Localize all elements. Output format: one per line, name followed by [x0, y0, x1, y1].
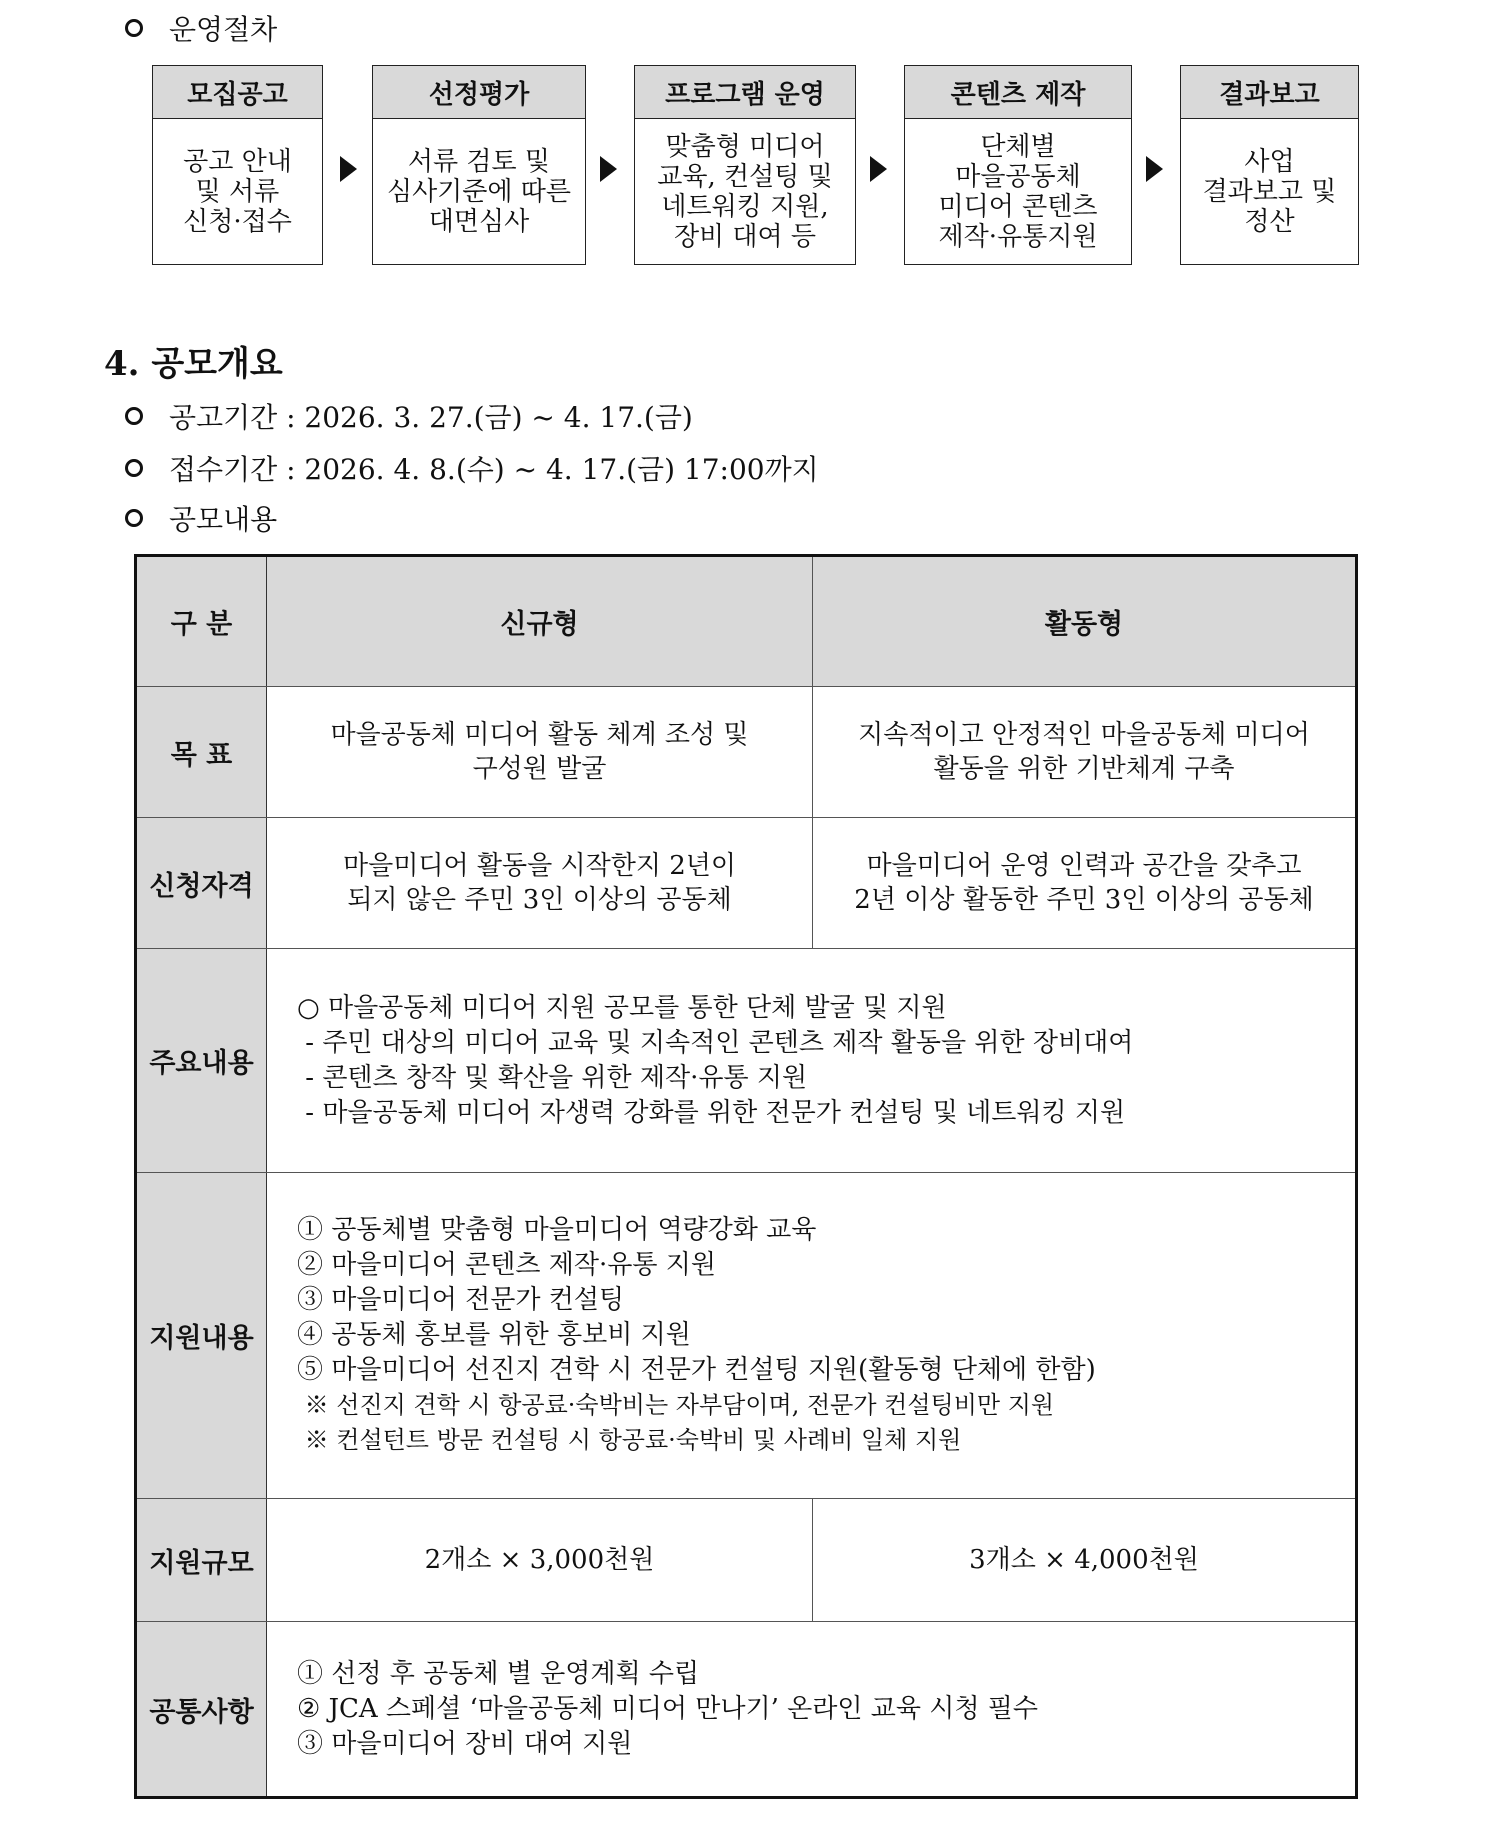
row-label: 공통사항 [136, 1622, 267, 1798]
circle-bullet-icon [125, 509, 143, 527]
table-row [136, 818, 1357, 949]
table-row [136, 556, 1357, 687]
process-step-title: 모집공고 [153, 66, 322, 119]
common-content-cell [267, 1622, 1357, 1798]
eligibility-new: 마을미디어 활동을 시작한지 2년이 되지 않은 주민 3인 이상의 공동체 [267, 818, 813, 949]
scale-active: 3개소 × 4,000천원 [813, 1499, 1357, 1622]
process-step-title: 선정평가 [373, 66, 585, 119]
process-bullet-label: 운영절차 [169, 13, 278, 46]
contest-content [125, 498, 277, 538]
main-content-cell [267, 949, 1357, 1173]
arrow-right-icon [340, 156, 357, 182]
circle-bullet-icon [125, 19, 143, 37]
announcement-period [125, 396, 693, 436]
table-row [136, 1499, 1357, 1622]
goal-new: 마을공동체 미디어 활동 체계 조성 및 구성원 발굴 [267, 687, 813, 818]
list-item: - 콘텐츠 창작 및 확산을 위한 제작·유통 지원 [297, 1062, 808, 1093]
process-step-content [904, 65, 1132, 265]
note-item: ※ 선진지 견학 시 항공료·숙박비는 자부담이며, 전문가 컨설팅비만 지원 [297, 1391, 1055, 1419]
list-item: - 주민 대상의 미디어 교육 및 지속적인 콘텐츠 제작 활동을 위한 장비대여 [297, 1027, 1134, 1058]
list-item: ② JCA 스페셜 ‘마을공동체 미디어 만나기’ 온라인 교육 시청 필수 [297, 1693, 1038, 1724]
section-heading: 4. 공모개요 [104, 344, 283, 384]
list-item: ④ 공동체 홍보를 위한 홍보비 지원 [297, 1320, 691, 1350]
eligibility-active: 마을미디어 운영 인력과 공간을 갖추고 2년 이상 활동한 주민 3인 이상의 공동체 [813, 818, 1357, 949]
list-item: ② 마을미디어 콘텐츠 제작·유통 지원 [297, 1250, 716, 1280]
process-step-body: 맞춤형 미디어 교육, 컨설팅 및 네트워킹 지원, 장비 대여 등 [657, 132, 833, 252]
list-item: ○ 마을공동체 미디어 지원 공모를 통한 단체 발굴 및 지원 [297, 992, 947, 1023]
table-row [136, 949, 1357, 1173]
circle-bullet-icon [125, 459, 143, 477]
list-item: ③ 마을미디어 장비 대여 지원 [297, 1728, 633, 1759]
row-label: 구 분 [136, 556, 267, 687]
process-bullet [125, 8, 277, 48]
column-header-active: 활동형 [813, 556, 1357, 687]
goal-active: 지속적이고 안정적인 마을공동체 미디어 활동을 위한 기반체계 구축 [813, 687, 1357, 818]
scale-new: 2개소 × 3,000천원 [267, 1499, 813, 1622]
list-item: - 마을공동체 미디어 자생력 강화를 위한 전문가 컨설팅 및 네트워킹 지원 [297, 1097, 1126, 1128]
row-label: 지원규모 [136, 1499, 267, 1622]
arrow-right-icon [870, 156, 887, 182]
contest-content-text: 공모내용 [169, 503, 278, 536]
list-item: ③ 마을미디어 전문가 컨설팅 [297, 1285, 625, 1315]
process-step-report [1180, 65, 1359, 265]
table-row [136, 1622, 1357, 1798]
row-label: 주요내용 [136, 949, 267, 1173]
process-step-recruit [152, 65, 323, 265]
application-period [125, 448, 819, 488]
process-step-body: 사업 결과보고 및 정산 [1202, 147, 1337, 237]
arrow-right-icon [600, 156, 617, 182]
contest-table [134, 554, 1358, 1799]
column-header-new: 신규형 [267, 556, 813, 687]
row-label: 목 표 [136, 687, 267, 818]
process-step-body: 공고 안내 및 서류 신청·접수 [183, 147, 292, 237]
list-item: ① 선정 후 공동체 별 운영계획 수립 [297, 1658, 700, 1689]
circle-bullet-icon [125, 407, 143, 425]
process-step-body: 서류 검토 및 심사기준에 따른 대면심사 [386, 147, 572, 237]
process-step-body: 단체별 마을공동체 미디어 콘텐츠 제작·유통지원 [938, 132, 1098, 252]
process-step-title: 콘텐츠 제작 [905, 66, 1131, 119]
application-period-text: 접수기간 : 2026. 4. 8.(수) ~ 4. 17.(금) 17:00까지 [169, 453, 819, 486]
process-step-title: 결과보고 [1181, 66, 1358, 119]
row-label: 신청자격 [136, 818, 267, 949]
list-item: ⑤ 마을미디어 선진지 견학 시 전문가 컨설팅 지원(활동형 단체에 한함) [297, 1355, 1096, 1385]
support-content-cell [267, 1173, 1357, 1499]
process-step-evaluation [372, 65, 586, 265]
announcement-period-text: 공고기간 : 2026. 3. 27.(금) ~ 4. 17.(금) [169, 401, 693, 434]
process-step-program [634, 65, 856, 265]
list-item: ① 공동체별 맞춤형 마을미디어 역량강화 교육 [297, 1215, 817, 1245]
table-row [136, 1173, 1357, 1499]
note-item: ※ 컨설턴트 방문 컨설팅 시 항공료·숙박비 및 사례비 일체 지원 [297, 1426, 962, 1454]
table-row [136, 687, 1357, 818]
process-step-title: 프로그램 운영 [635, 66, 855, 119]
arrow-right-icon [1146, 156, 1163, 182]
row-label: 지원내용 [136, 1173, 267, 1499]
